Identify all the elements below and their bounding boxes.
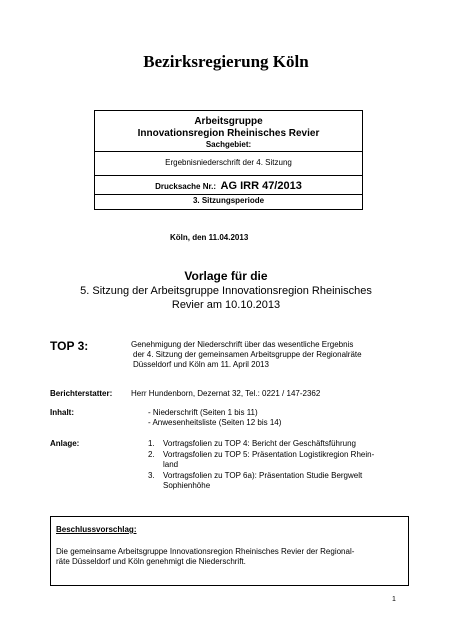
beschluss-line-1: Die gemeinsame Arbeitsgruppe Innovationsregion Rheinisches Revier der Regional- — [56, 547, 355, 556]
document-date: Köln, den 11.04.2013 — [170, 233, 249, 242]
anlage-item-number: 2. — [148, 450, 155, 459]
sachgebiet-value: Ergebnisniederschrift der 4. Sitzung — [165, 158, 292, 167]
vorlage-line-1: 5. Sitzung der Arbeitsgruppe Innovationsregion Rheinisches — [80, 285, 372, 297]
anlage-item-number: 1. — [148, 439, 155, 448]
vorlage-subtitle — [0, 284, 452, 312]
sachgebiet-label: Sachgebiet: — [205, 140, 252, 149]
vorlage-title: Vorlage für die — [184, 269, 268, 283]
berichterstatter-value: Herr Hundenborn, Dezernat 32, Tel.: 0221 / 147-2362 — [131, 389, 321, 398]
info-divider-3 — [95, 194, 362, 195]
top3-text — [131, 340, 421, 370]
drucksache-value: AG IRR 47/2013 — [220, 180, 302, 192]
inhalt-label: Inhalt: — [50, 408, 74, 417]
anlage-list — [148, 439, 418, 499]
beschlussvorschlag-box — [50, 516, 409, 586]
page-title: Bezirksregierung Köln — [143, 52, 309, 71]
anlage-item-text: land — [163, 460, 179, 469]
anlage-label: Anlage: — [50, 439, 80, 448]
inhalt-item: - Niederschrift (Seiten 1 bis 11) — [148, 408, 258, 417]
info-line-1: Arbeitsgruppe — [194, 116, 263, 127]
top3-line-2: der 4. Sitzung der gemeinsamen Arbeitsgruppe der Regionalräte — [133, 350, 362, 359]
beschluss-text — [56, 547, 401, 567]
beschluss-label: Beschlussvorschlag: — [56, 525, 137, 534]
page-number: 1 — [392, 596, 396, 603]
anlage-item-number: 3. — [148, 471, 155, 480]
inhalt-list — [148, 408, 281, 428]
sitzungsperiode: 3. Sitzungsperiode — [192, 196, 265, 205]
info-divider-1 — [95, 151, 362, 152]
inhalt-item: - Anwesenheitsliste (Seiten 12 bis 14) — [148, 418, 282, 427]
info-line-2: Innovationsregion Rheinisches Revier — [137, 128, 320, 139]
anlage-item-text: Vortragsfolien zu TOP 4: Bericht der Geschäftsführung — [163, 439, 356, 448]
anlage-item-text: Vortragsfolien zu TOP 6a): Präsentation Studie Bergwelt — [163, 471, 363, 480]
anlage-item-text: Vortragsfolien zu TOP 5: Präsentation Logistikregion Rhein- — [163, 450, 375, 459]
anlage-item-text: Sophienhöhe — [163, 481, 211, 490]
drucksache-row — [95, 178, 362, 194]
document-info-box — [94, 110, 363, 210]
drucksache-label: Drucksache Nr.: — [155, 182, 217, 191]
beschluss-line-2: räte Düsseldorf und Köln genehmigt die Niederschrift. — [56, 557, 246, 566]
berichterstatter-label: Berichterstatter: — [50, 389, 113, 398]
top3-line-3: Düsseldorf und Köln am 11. April 2013 — [133, 360, 269, 369]
top3-line-1: Genehmigung der Niederschrift über das wesentliche Ergebnis — [131, 340, 354, 349]
vorlage-line-2: Revier am 10.10.2013 — [171, 299, 281, 311]
top3-label: TOP 3: — [50, 339, 89, 353]
info-divider-2 — [95, 175, 362, 176]
